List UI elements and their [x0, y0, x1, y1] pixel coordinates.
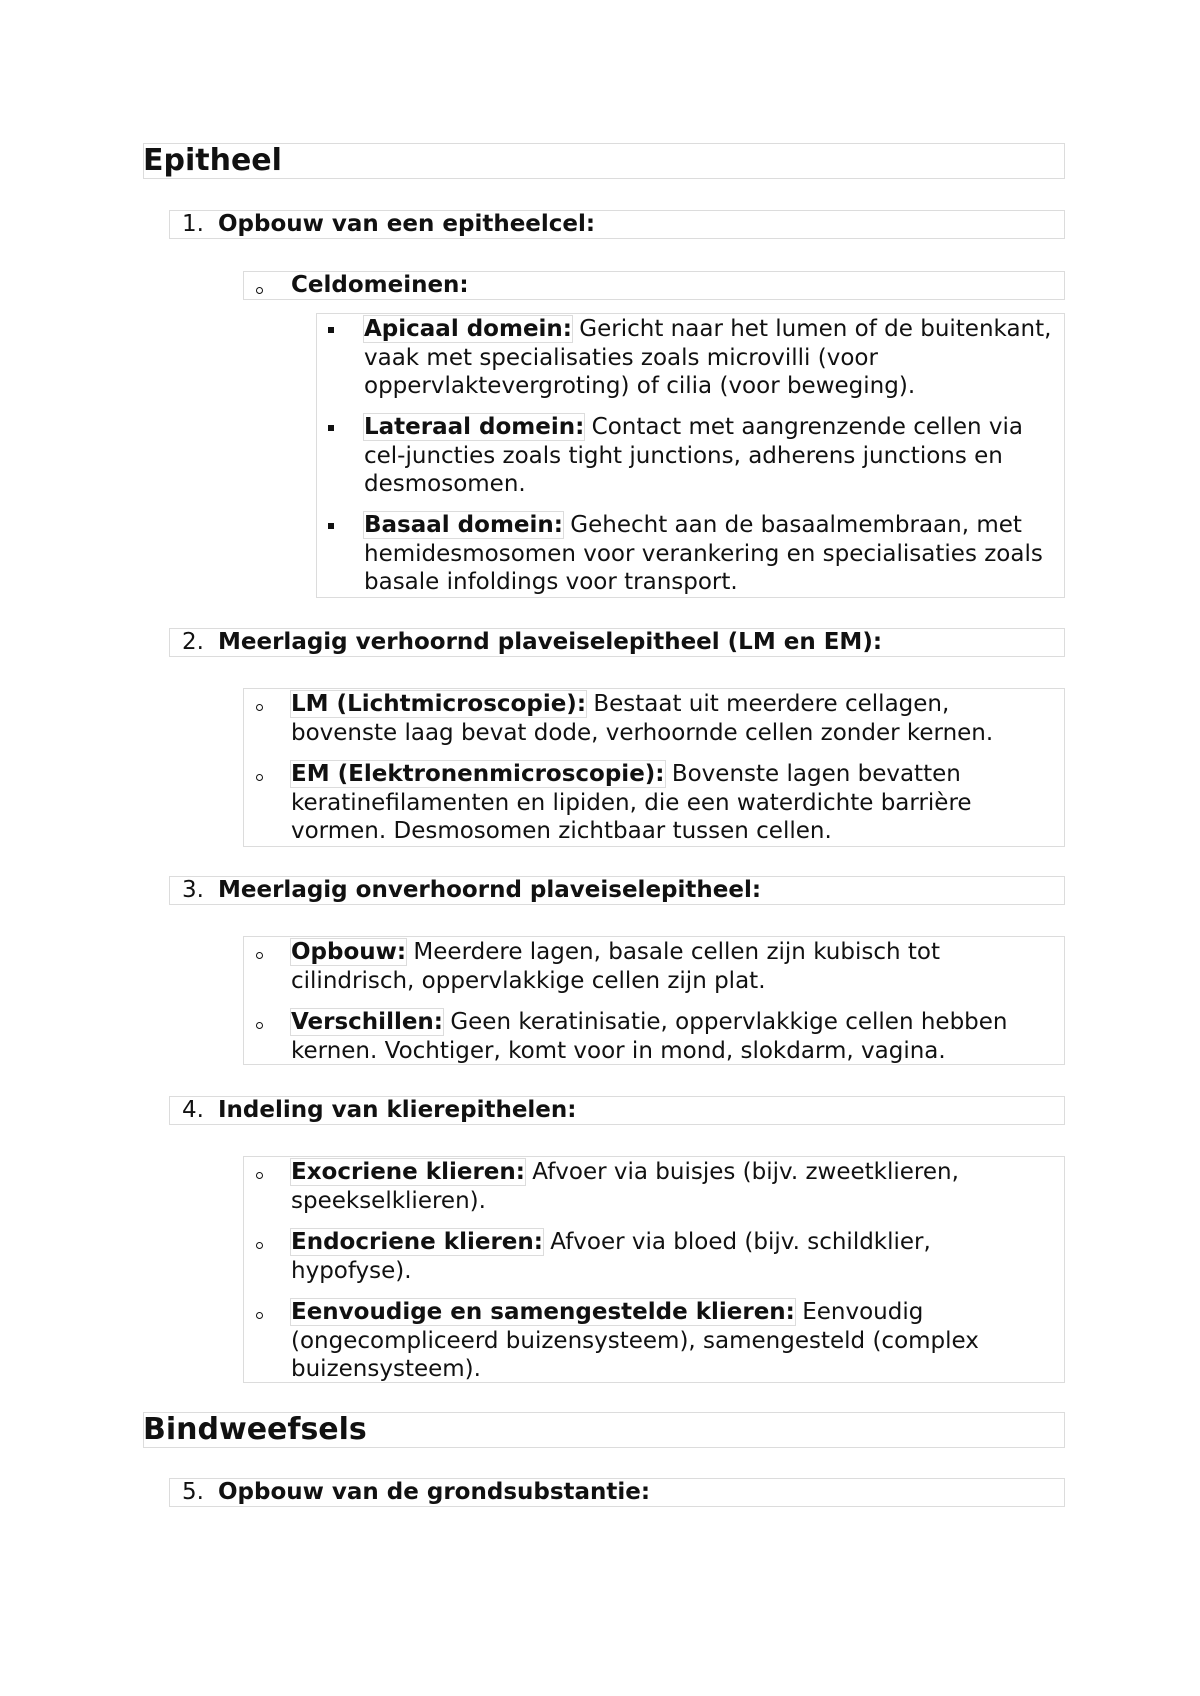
list-item-label: Eenvoudige en samengestelde klieren: — [291, 1299, 795, 1325]
list-item-verschillen — [291, 1008, 1051, 1065]
list-item-em — [291, 760, 1051, 846]
section-heading-bindweefsels: Bindweefsels — [143, 1412, 367, 1447]
list-item-label: Endocriene klieren: — [291, 1229, 543, 1255]
item-number: 5. — [182, 1479, 204, 1505]
list-item-text: Contact met aangrenzende cellen via cel-juncties zoals tight junctions, adherens junctions en desmosomen. — [364, 414, 1023, 497]
list-item-apicaal — [364, 315, 1064, 401]
list-item-lateraal — [364, 413, 1064, 499]
list-item-text: Afvoer via buisjes (bijv. zweetklieren, speekselklieren). — [291, 1159, 959, 1214]
circle-bullet-icon — [256, 1312, 263, 1319]
circle-bullet-icon — [256, 1022, 263, 1029]
item-number: 4. — [182, 1097, 204, 1123]
list-item-label: Opbouw: — [291, 939, 407, 965]
item-heading-5: Opbouw van de grondsubstantie: — [218, 1479, 651, 1505]
list-item-text: Bestaat uit meerdere cellagen, bovenste laag bevat dode, verhoornde cellen zonder kernen. — [291, 691, 994, 746]
circle-bullet-icon — [256, 1242, 263, 1249]
circle-bullet-icon — [256, 1172, 263, 1179]
list-item-text: Gericht naar het lumen of de buitenkant, vaak met specialisaties zoals microvilli (voor oppervlaktevergroting) of cilia (voor beweging). — [364, 316, 1052, 399]
circle-bullet-icon — [256, 287, 263, 294]
item-heading-4: Indeling van klierepithelen: — [218, 1097, 577, 1123]
circle-bullet-icon — [256, 952, 263, 959]
list-item-text: Gehecht aan de basaalmembraan, met hemidesmosomen voor verankering en specialisaties zoals basale infoldings voor transport. — [364, 512, 1043, 595]
item-number: 3. — [182, 877, 204, 903]
list-item-lm — [291, 690, 1051, 747]
list-item-exocriene — [291, 1158, 1051, 1215]
list-item-label: Lateraal domein: — [364, 414, 585, 440]
list-item-label: Apicaal domein: — [364, 316, 572, 342]
square-bullet-icon — [328, 523, 334, 529]
list-item-label: Basaal domein: — [364, 512, 563, 538]
list-item-eenvoudige — [291, 1298, 1051, 1384]
list-item-endocriene — [291, 1228, 1051, 1285]
circle-bullet-icon — [256, 774, 263, 781]
circle-bullet-icon — [256, 704, 263, 711]
list-item-text: Eenvoudig (ongecompliceerd buizensysteem), samengesteld (complex buizensysteem). — [291, 1299, 979, 1382]
sub-heading-celdomeinen: Celdomeinen: — [291, 272, 469, 298]
square-bullet-icon — [328, 425, 334, 431]
list-item-label: Verschillen: — [291, 1009, 444, 1035]
item-number: 1. — [182, 211, 204, 237]
list-item-text: Geen keratinisatie, oppervlakkige cellen hebben kernen. Vochtiger, komt voor in mond, slokdarm, vagina. — [291, 1009, 1008, 1064]
square-bullet-icon — [328, 327, 334, 333]
section-heading-epitheel: Epitheel — [143, 143, 282, 178]
item-heading-1: Opbouw van een epitheelcel: — [218, 211, 596, 237]
list-item-opbouw — [291, 938, 1051, 995]
list-item-text: Afvoer via bloed (bijv. schildklier, hypofyse). — [291, 1229, 931, 1284]
item-heading-3: Meerlagig onverhoornd plaveiselepitheel: — [218, 877, 762, 903]
list-item-label: Exocriene klieren: — [291, 1159, 525, 1185]
item-number: 2. — [182, 629, 204, 655]
item-heading-2: Meerlagig verhoornd plaveiselepitheel (LM en EM): — [218, 629, 883, 655]
list-item-label: EM (Elektronenmicroscopie): — [291, 761, 665, 787]
list-item-text: Meerdere lagen, basale cellen zijn kubisch tot cilindrisch, oppervlakkige cellen zijn plat. — [291, 939, 940, 994]
list-item-label: LM (Lichtmicroscopie): — [291, 691, 587, 717]
list-item-basaal — [364, 511, 1064, 597]
list-item-text: Bovenste lagen bevatten keratinefilamenten en lipiden, die een waterdichte barrière vormen. Desmosomen zichtbaar tussen cellen. — [291, 761, 972, 844]
